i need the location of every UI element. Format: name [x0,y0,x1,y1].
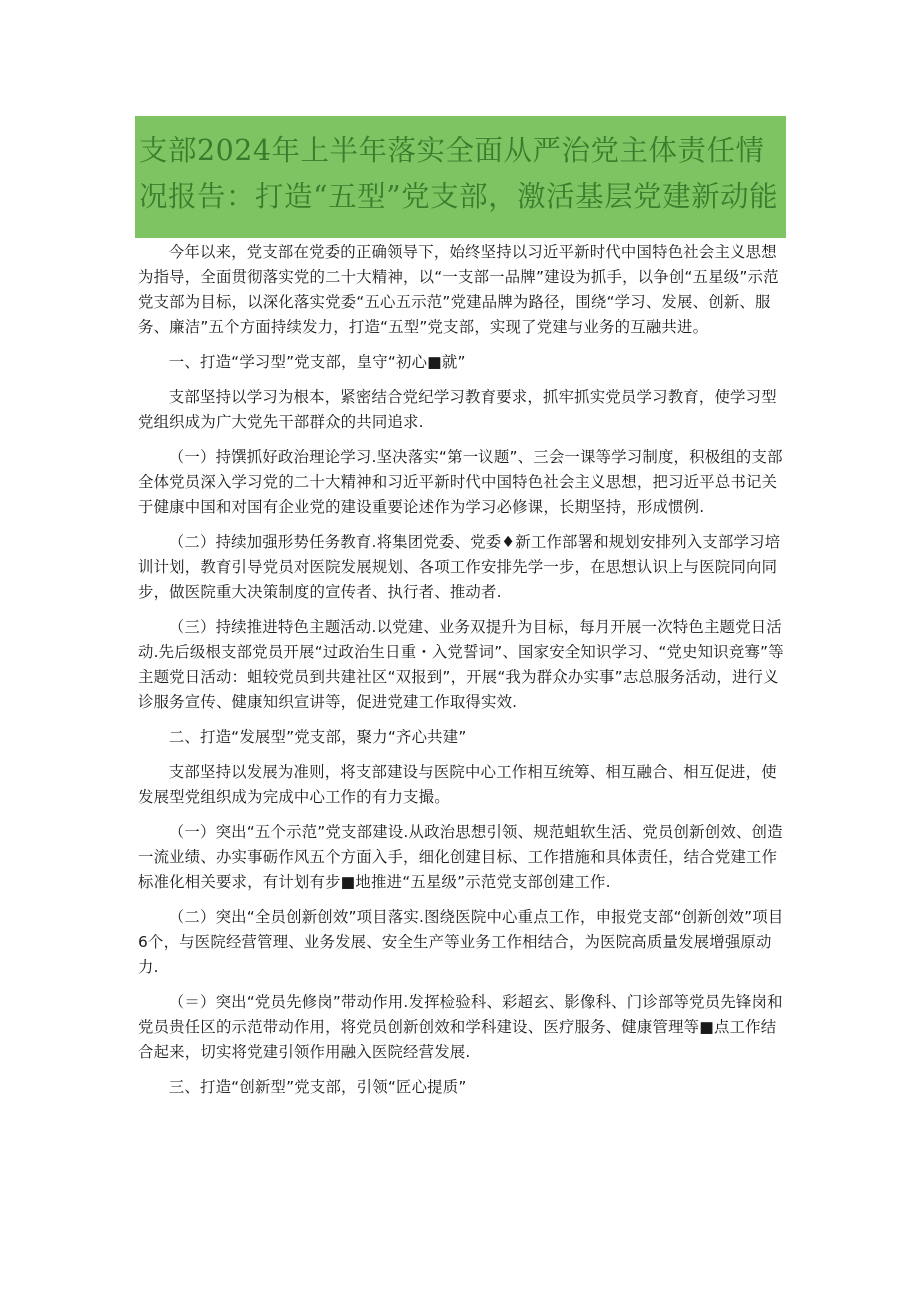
paragraph: （＝）突出“党员先修岗”带动作用.发挥检验科、彩超玄、影像科、门诊部等党员先锋岗和党员贵任区的示范带动作用，将党员创新创效和学科建设、医疗服务、健康管理等■点工作结合起来，切实将党建引领作用融入医院经营发展. [138,993,783,1061]
paragraph: （一）突出“五个示范”党支部建设.从政治思想引领、规范蛆软生活、党员创新创效、创造一流业绩、办实事砺作风五个方面入手，细化创建目标、工作措施和具体责任，结合党建工作标准化相关要求，有计划有步■地推进“五星级”示范党支部创建工作. [138,823,783,891]
paragraph: （二）持续加强形势任务教育.将集团党委、党委♦新工作部署和规划安排列入支部学习培训计划，教育引导党员对医院发展规划、各项工作安排先学一步，在思想认识上与医院同向同步，做医院重大决策制度的宣传者、执行者、推动者. [138,533,781,601]
paragraph: 支部坚持以发展为准则，将支部建设与医院中心工作相互统筹、相互融合、相互促进，使发展型党组织成为完成中心工作的有力支撮。 [138,763,777,806]
document-title: 支部2024年上半年落实全面从严治党主体责任情况报告：打造“五型”党支部，激活基层党建新动能 [139,134,779,213]
document-body [138,240,790,1110]
section-heading-1: 一、打造“学习型”党支部，皇守“初心■就” [168,353,466,371]
intro-paragraph: 今年以来，党支部在党委的正确领导下，始终坚持以习近平新时代中国特色社会主义思想为指导，全面贯彻落实党的二十大精神，以“一支部一品牌”建设为抓手，以争创“五星级”示范党支部为目标，以深化落实党委“五心五示范”党建品牌为路径，围绕“学习、发展、创新、服务、廉洁”五个方面持续发力，打造“五型”党支部，实现了党建与业务的互融共进。 [138,243,779,336]
paragraph: （三）持续推进特色主题活动.以党建、业务双提升为目标，每月开展一次特色主题党日活动.先后级根支部党员开展“过政治生日重・入党誓词”、国家安全知识学习、“党史知识竞骞”等主题党日活动：蛆较党员到共建社区“双报到”，开展“我为群众办实事”志总服务活动，进行义诊服务宣传、健康知织宣讲等，促进党建工作取得实效. [138,618,784,711]
paragraph: （一）持馔抓好政治理论学习.坚决落实“第一议题”、三会一课等学习制度，积极组的支部全体党员深入学习党的二十大精神和习近平新时代中国特色社会主义思想，把习近平总书记关于健康中国和对国有企业党的建设重要论述作为学习必修课，长期坚持，形成惯例. [138,448,783,516]
title-banner [135,116,786,238]
section-heading-3: 三、打造“创新型”党支部，引领“匠心提质” [168,1078,467,1096]
paragraph: （二）突出“全员创新创效”项目落实.图绕医院中心重点工作，申报党支部“创新创效”项目6个，与医院经营管理、业务发展、安全生产等业务工作相结合，为医院高质量发展增强原动力. [138,908,784,976]
paragraph: 支部坚持以学习为根本，紧密结合党纪学习教育要求，抓牢抓实党员学习教育，使学习型党组织成为广大党先干部群众的共同追求. [138,388,777,431]
section-heading-2: 二、打造“发展型”党支部，聚力“齐心共建” [168,728,467,746]
